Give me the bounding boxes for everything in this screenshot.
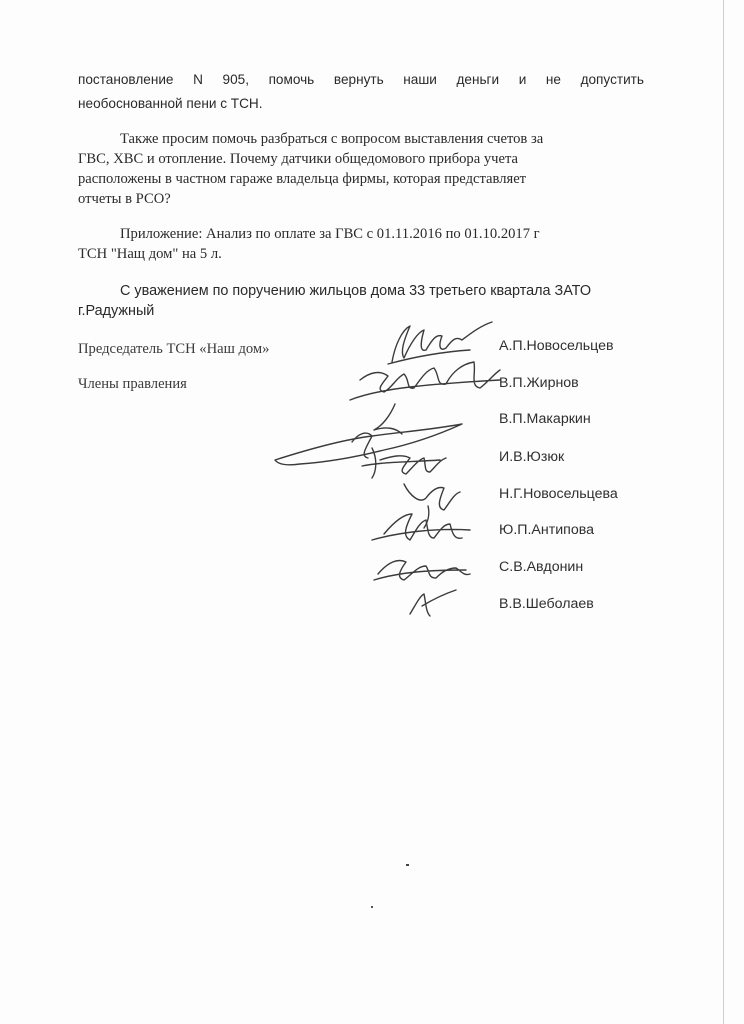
scan-edge-line bbox=[723, 0, 724, 1024]
paragraph-2-line-2: ГВС, ХВС и отопление. Почему датчики общедомового прибора учета bbox=[78, 151, 519, 167]
scan-speck bbox=[371, 906, 373, 908]
signature-3 bbox=[275, 404, 462, 465]
paragraph-4-line-1: С уважением по поручению жильцов дома 33 третьего квартала ЗАТО bbox=[120, 283, 592, 299]
signature-1 bbox=[388, 322, 492, 364]
paragraph-2-line-3: расположены в частном гараже владельца фирмы, которая представляет bbox=[78, 171, 527, 187]
signatory-name: С.В.Авдонин bbox=[499, 559, 584, 575]
signatory-name: А.П.Новосельцев bbox=[499, 338, 614, 354]
signatory-name: В.П.Макаркин bbox=[499, 411, 591, 427]
paragraph-4-line-2: г.Радужный bbox=[78, 303, 155, 319]
signatory-name: Н.Г.Новосельцева bbox=[499, 486, 618, 502]
signatory-name: В.П.Жирнов bbox=[499, 375, 579, 391]
signatory-name: И.В.Юзюк bbox=[499, 449, 565, 465]
signature-8 bbox=[410, 590, 456, 616]
paragraph-3-line-2: ТСН "Нащ дом" на 5 л. bbox=[78, 246, 222, 262]
signature-2 bbox=[350, 362, 500, 400]
signature-5 bbox=[404, 484, 460, 528]
signatory-name: В.В.Шеболаев bbox=[499, 596, 594, 612]
scan-speck bbox=[406, 864, 409, 866]
signatory-name: Ю.П.Антипова bbox=[499, 522, 594, 538]
paragraph-2-line-4: отчеты в РСО? bbox=[78, 191, 171, 207]
chairman-label: Председатель ТСН «Наш дом» bbox=[78, 341, 270, 357]
paragraph-2-line-1: Также просим помочь разбраться с вопросом выставления счетов за bbox=[120, 131, 544, 147]
signature-4 bbox=[362, 448, 446, 478]
paragraph-3-line-1: Приложение: Анализ по оплате за ГВС с 01.11.2016 по 01.10.2017 г bbox=[120, 226, 540, 242]
signature-6 bbox=[372, 514, 470, 540]
paragraph-1-line-1: постановление N 905, помочь вернуть наши деньги и не допустить bbox=[78, 72, 644, 87]
board-label: Члены правления bbox=[78, 376, 187, 392]
paragraph-1-line-2: необоснованной пени с ТСН. bbox=[78, 96, 263, 111]
signature-7 bbox=[374, 561, 470, 581]
